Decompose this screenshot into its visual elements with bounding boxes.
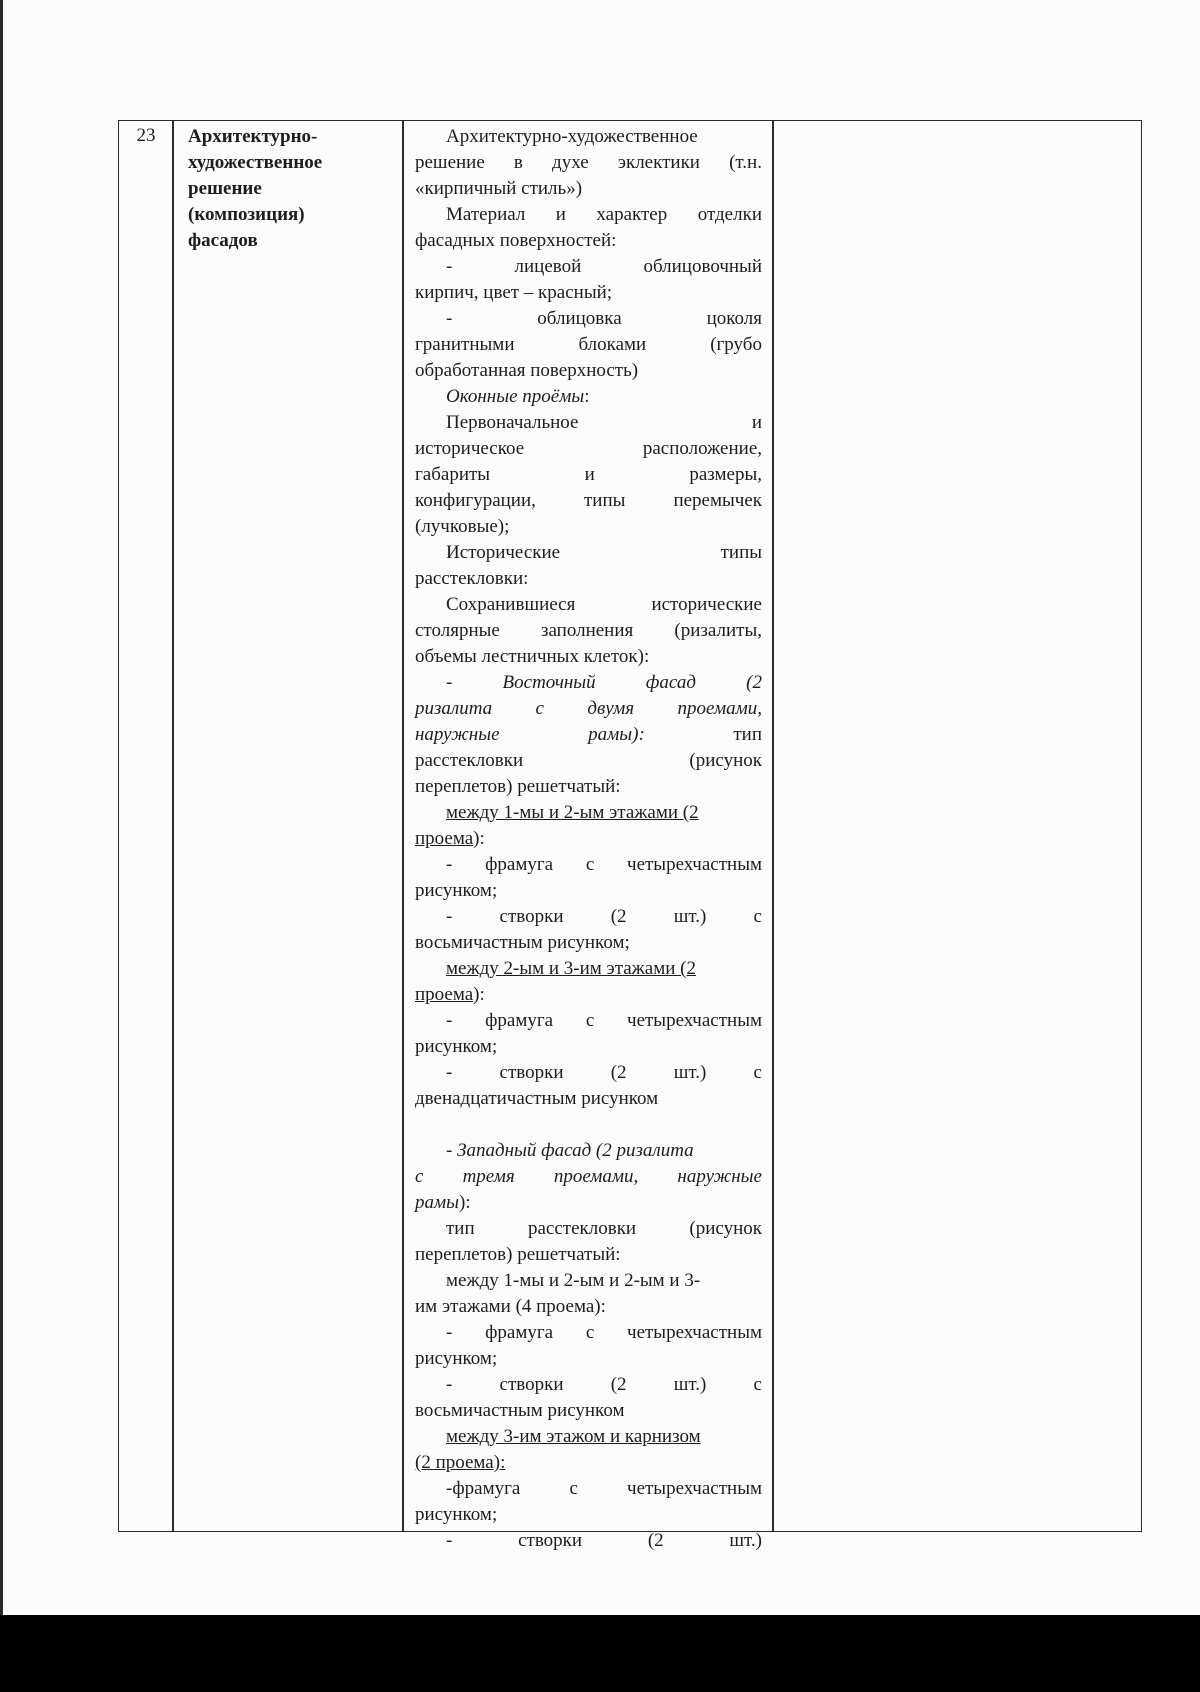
description-text: конфигурации, [415, 490, 536, 511]
description-text: : [584, 386, 590, 407]
description-text: с [585, 1322, 595, 1343]
description-text: наружные [677, 1166, 762, 1187]
description-line [415, 722, 762, 748]
description-text: Архитектурно-художественное [446, 126, 698, 147]
description-line [415, 1398, 762, 1424]
description-line [415, 462, 762, 488]
description-text: (грубо [710, 334, 762, 355]
description-text: габариты [415, 464, 491, 485]
description-line [415, 982, 762, 1008]
description-line [415, 1216, 762, 1242]
description-line [415, 514, 762, 540]
description-text: -фрамуга [446, 1478, 521, 1499]
description-text: рамы [415, 1192, 459, 1213]
description-text: между 1-мы и 2-ым и 2-ым и 3- [446, 1270, 701, 1291]
description-line [415, 852, 762, 878]
description-text: (2 [610, 1374, 627, 1395]
description-line [415, 306, 762, 332]
description-text: шт.) [673, 906, 707, 927]
description-text: створки [518, 1530, 583, 1551]
description-text: ): [459, 1192, 471, 1213]
description-text: ризалита [415, 698, 493, 719]
description-text: Оконные проёмы [446, 386, 585, 407]
description-text: двумя [587, 698, 635, 719]
description-text: четырехчастным [627, 1322, 762, 1343]
description-line [415, 228, 762, 254]
description-text: Исторические [446, 542, 561, 563]
description-line [415, 1060, 762, 1086]
description-text: «кирпичный стиль») [415, 178, 583, 199]
description-text: - [446, 672, 453, 693]
description-line [415, 1424, 762, 1450]
description-text: шт.) [673, 1062, 707, 1083]
description-line [415, 280, 762, 306]
description-text: - Западный фасад (2 ризалита [446, 1140, 694, 1161]
description-line [415, 592, 762, 618]
description-text: облицовочный [643, 256, 762, 277]
description-text: между 2-ым и 3-им этажами (2 [446, 958, 697, 979]
description-line [415, 1476, 762, 1502]
description-line [415, 904, 762, 930]
description-text: столярные [415, 620, 500, 641]
description-text: лицевой [514, 256, 582, 277]
description-line [415, 124, 762, 150]
description-text: рисунком; [415, 880, 498, 901]
description-text: - [446, 308, 453, 329]
description-text: (2 [647, 1530, 664, 1551]
description-line [415, 1242, 762, 1268]
description-line [415, 150, 762, 176]
description-line [415, 1112, 762, 1138]
description-text: рисунком; [415, 1348, 498, 1369]
description-text: восьмичастным рисунком; [415, 932, 630, 953]
description-line [415, 1034, 762, 1060]
column-divider-2 [402, 120, 404, 1532]
description-text: характер [596, 204, 668, 225]
description-text: (т.н. [729, 152, 762, 173]
description-text: эклектики [617, 152, 700, 173]
column-divider-1 [172, 120, 174, 1532]
description-line [415, 1138, 762, 1164]
row-title-line: художественное [188, 152, 323, 173]
row-title-line: Архитектурно- [188, 126, 318, 147]
description-text: - [446, 906, 453, 927]
description-text: в [513, 152, 523, 173]
description-text: фасад [645, 672, 696, 693]
description-text: с [535, 698, 544, 719]
description-text: - [446, 1010, 453, 1031]
description-text: восьмичастным рисунком [415, 1400, 625, 1421]
description-text: расстекловки [527, 1218, 637, 1239]
description-line [415, 488, 762, 514]
description-text: размеры, [689, 464, 762, 485]
description-text: тремя [462, 1166, 515, 1187]
description-text: проемами, [553, 1166, 639, 1187]
description-text: фасадных поверхностей: [415, 230, 617, 251]
description-text: с [585, 1010, 595, 1031]
description-line [415, 1294, 762, 1320]
description-line [415, 1268, 762, 1294]
description-text: (лучковые); [415, 516, 510, 537]
description-text: ): [473, 984, 485, 1005]
description-text: расположение, [642, 438, 762, 459]
description-text: перемычек [673, 490, 762, 511]
description-text: четырехчастным [627, 854, 762, 875]
description-text: тип [733, 724, 762, 745]
description-text: фрамуга [485, 1322, 554, 1343]
description-text: с [585, 854, 595, 875]
scan-edge [0, 0, 3, 1615]
description-text: двенадцатичастным рисунком [415, 1088, 659, 1109]
description-text: проемами, [677, 698, 762, 719]
description-line [415, 748, 762, 774]
description-line [415, 878, 762, 904]
description-line [415, 1086, 762, 1112]
description-line [415, 358, 762, 384]
description-text: фрамуга [485, 1010, 554, 1031]
description-line [415, 1008, 762, 1034]
description-line [415, 826, 762, 852]
description-text: рисунком; [415, 1504, 498, 1525]
description-text: (2 [610, 1062, 627, 1083]
description-text: гранитными [415, 334, 515, 355]
description-text: (2 [610, 906, 627, 927]
description-text: - [446, 1062, 453, 1083]
description-line [415, 202, 762, 228]
description-text: объемы лестничных клеток): [415, 646, 650, 667]
description-text: им этажами (4 проема): [415, 1296, 606, 1317]
description-text: цоколя [706, 308, 762, 329]
description-line [415, 1346, 762, 1372]
description-line [415, 1164, 762, 1190]
description-text: рисунком; [415, 1036, 498, 1057]
description-text: шт.) [673, 1374, 707, 1395]
description-text: типы [583, 490, 626, 511]
description-line [415, 1502, 762, 1528]
description-text: шт.) [729, 1530, 762, 1551]
description-text: (2 проема): [415, 1452, 506, 1473]
description-text: Восточный [502, 672, 596, 693]
description-line [415, 410, 762, 436]
description-line [415, 696, 762, 722]
description-line [415, 254, 762, 280]
description-text: створки [499, 906, 564, 927]
description-text: - [446, 1530, 453, 1551]
description-text: проема [415, 828, 474, 849]
description-line [415, 670, 762, 696]
description-line [415, 956, 762, 982]
description-text: створки [499, 1062, 564, 1083]
description-line [415, 332, 762, 358]
description-text: Первоначальное [446, 412, 579, 433]
description-text: историческое [415, 438, 525, 459]
description-text: - [446, 256, 453, 277]
description-line [415, 176, 762, 202]
description-line [415, 540, 762, 566]
description-text: - [446, 1374, 453, 1395]
description-line [415, 384, 762, 410]
row-title [188, 124, 403, 254]
description-line [415, 1372, 762, 1398]
description-text: с [753, 1374, 762, 1395]
description-text: между 1-мы и 2-ым этажами (2 [446, 802, 699, 823]
description-text: и [555, 204, 566, 225]
scan-bottom-band [0, 1615, 1200, 1692]
description-line [415, 930, 762, 956]
description-text: между 3-им этажом и карнизом [446, 1426, 701, 1447]
description-text: с [415, 1166, 424, 1187]
description-line [415, 1320, 762, 1346]
description-text: (ризалиты, [674, 620, 762, 641]
description-line [415, 1190, 762, 1216]
description-text: обработанная поверхность) [415, 360, 639, 381]
description-text: ): [473, 828, 485, 849]
description-text: проема [415, 984, 474, 1005]
description-line [415, 1450, 762, 1476]
description-text: рамы): [588, 724, 645, 745]
description-line [415, 774, 762, 800]
description-text: типы [720, 542, 762, 563]
description-text: и [584, 464, 595, 485]
description-line [415, 618, 762, 644]
description-text: расстекловки: [415, 568, 529, 589]
description-text: Сохранившиеся [446, 594, 576, 615]
description-text: наружные [415, 724, 500, 745]
description-text: облицовка [537, 308, 622, 329]
description-column [415, 124, 762, 1554]
description-text: четырехчастным [627, 1478, 762, 1499]
description-text: тип [446, 1218, 475, 1239]
description-text: заполнения [540, 620, 634, 641]
row-number: 23 [136, 125, 156, 146]
description-text: с [753, 906, 762, 927]
description-text: расстекловки [415, 750, 524, 771]
description-line [415, 644, 762, 670]
description-text: решение [415, 152, 485, 173]
description-line [415, 566, 762, 592]
description-text: - [446, 1322, 453, 1343]
description-text: фрамуга [485, 854, 554, 875]
description-text: (2 [746, 672, 762, 693]
description-text: с [753, 1062, 762, 1083]
description-text: блоками [578, 334, 647, 355]
description-text: и [751, 412, 762, 433]
description-text: отделки [697, 204, 762, 225]
description-text: Материал [446, 204, 526, 225]
description-text: с [569, 1478, 578, 1499]
description-line [415, 1528, 762, 1554]
description-text: духе [552, 152, 589, 173]
description-text: переплетов) решетчатый: [415, 776, 621, 797]
description-line [415, 800, 762, 826]
description-text: (рисунок [689, 750, 762, 771]
description-text: кирпич, цвет – красный; [415, 282, 613, 303]
row-title-line: (композиция) [188, 204, 305, 225]
description-text: исторические [651, 594, 762, 615]
description-text: переплетов) решетчатый: [415, 1244, 621, 1265]
column-divider-3 [772, 120, 774, 1532]
description-text: (рисунок [689, 1218, 762, 1239]
description-text: четырехчастным [627, 1010, 762, 1031]
row-title-line: решение [188, 178, 262, 199]
description-text: - [446, 854, 453, 875]
row-title-line: фасадов [188, 230, 258, 251]
description-line [415, 436, 762, 462]
description-text: створки [499, 1374, 564, 1395]
